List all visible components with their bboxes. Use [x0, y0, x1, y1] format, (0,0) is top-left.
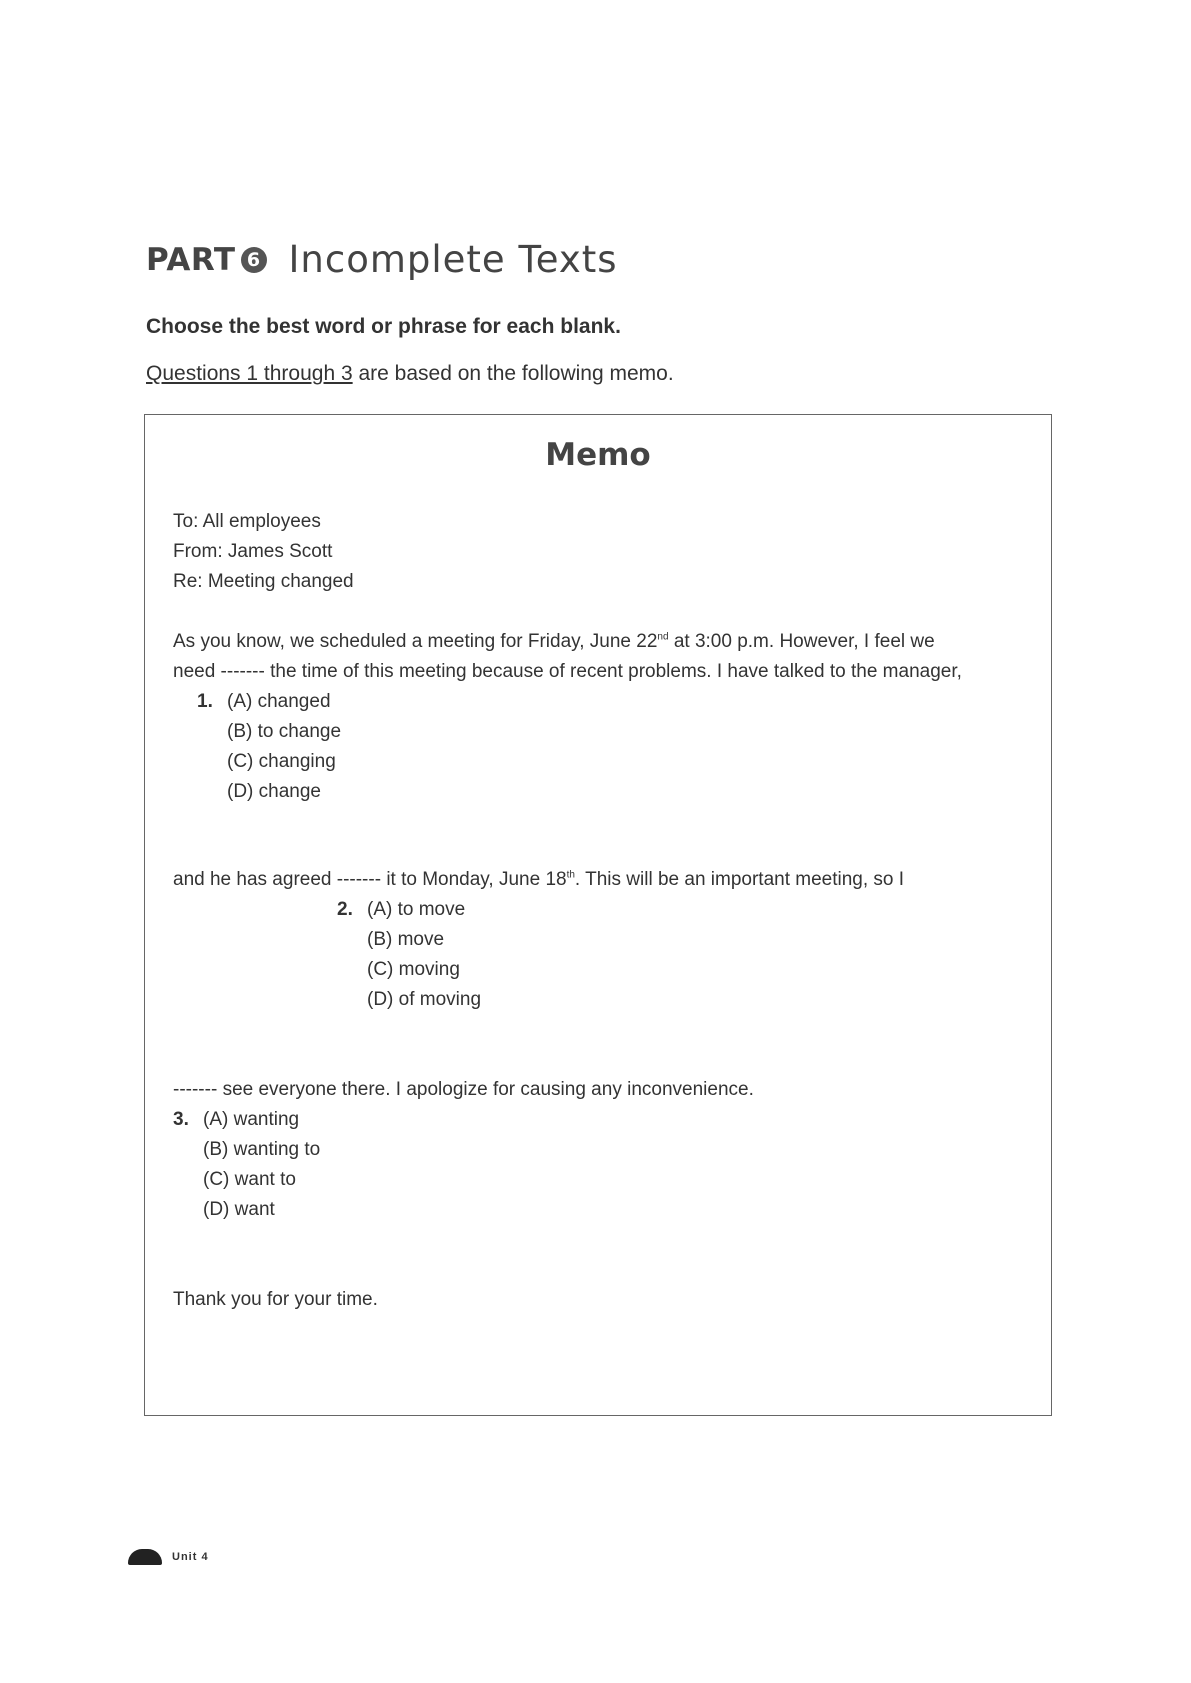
part-number-badge: 6 [241, 247, 267, 273]
question-3-number: 3. [173, 1109, 189, 1130]
memo-line-3-b: . This will be an important meeting, so I [574, 869, 905, 890]
memo-box [144, 414, 1052, 1416]
memo-line-3-a: and he has agreed ------- it to Monday, June 18 [173, 869, 567, 890]
question-1-number: 1. [197, 691, 213, 712]
question-1-option-a[interactable]: (A) changed [227, 691, 331, 712]
question-2-option-c[interactable]: (C) moving [367, 959, 460, 980]
question-3-option-b[interactable]: (B) wanting to [203, 1139, 321, 1160]
memo-title: Memo [545, 437, 651, 473]
based-on-text [146, 362, 674, 386]
memo-line-3-sup: th [566, 869, 575, 881]
question-3-option-d[interactable]: (D) want [203, 1199, 275, 1220]
question-1-option-c[interactable]: (C) changing [227, 751, 336, 772]
memo-line-1-a: As you know, we scheduled a meeting for Friday, June 22 [173, 631, 658, 652]
question-1-option-d[interactable]: (D) change [227, 781, 321, 802]
question-2-number: 2. [337, 899, 353, 920]
question-2-option-d[interactable]: (D) of moving [367, 989, 482, 1010]
question-2-option-a[interactable]: (A) to move [367, 899, 466, 920]
memo-closing: Thank you for your time. [173, 1289, 378, 1310]
memo-line-1 [173, 631, 935, 653]
question-range: Questions 1 through 3 [146, 362, 353, 385]
question-3-option-c[interactable]: (C) want to [203, 1169, 296, 1190]
part-name: Incomplete Texts [288, 238, 618, 281]
memo-line-4: ------- see everyone there. I apologize for causing any inconvenience. [173, 1079, 754, 1100]
part-label: PART [146, 241, 236, 278]
instruction-text: Choose the best word or phrase for each blank. [146, 315, 621, 338]
memo-line-2: need ------- the time of this meeting because of recent problems. I have talked to the manager, [173, 661, 962, 682]
footer-unit-label: Unit 4 [172, 1551, 209, 1563]
page-number-icon [128, 1549, 162, 1565]
memo-line-1-b: at 3:00 p.m. However, I feel we [668, 631, 935, 652]
based-on-rest: are based on the following memo. [352, 362, 674, 385]
question-3-option-a[interactable]: (A) wanting [203, 1109, 300, 1130]
page-footer [128, 1549, 209, 1565]
question-2-option-b[interactable]: (B) move [367, 929, 445, 950]
memo-from: From: James Scott [173, 541, 333, 562]
part-heading [146, 238, 618, 281]
memo-re: Re: Meeting changed [173, 571, 354, 592]
memo-line-1-sup: nd [657, 631, 669, 643]
memo-to: To: All employees [173, 511, 321, 532]
memo-line-3 [173, 869, 904, 891]
question-1-option-b[interactable]: (B) to change [227, 721, 342, 742]
